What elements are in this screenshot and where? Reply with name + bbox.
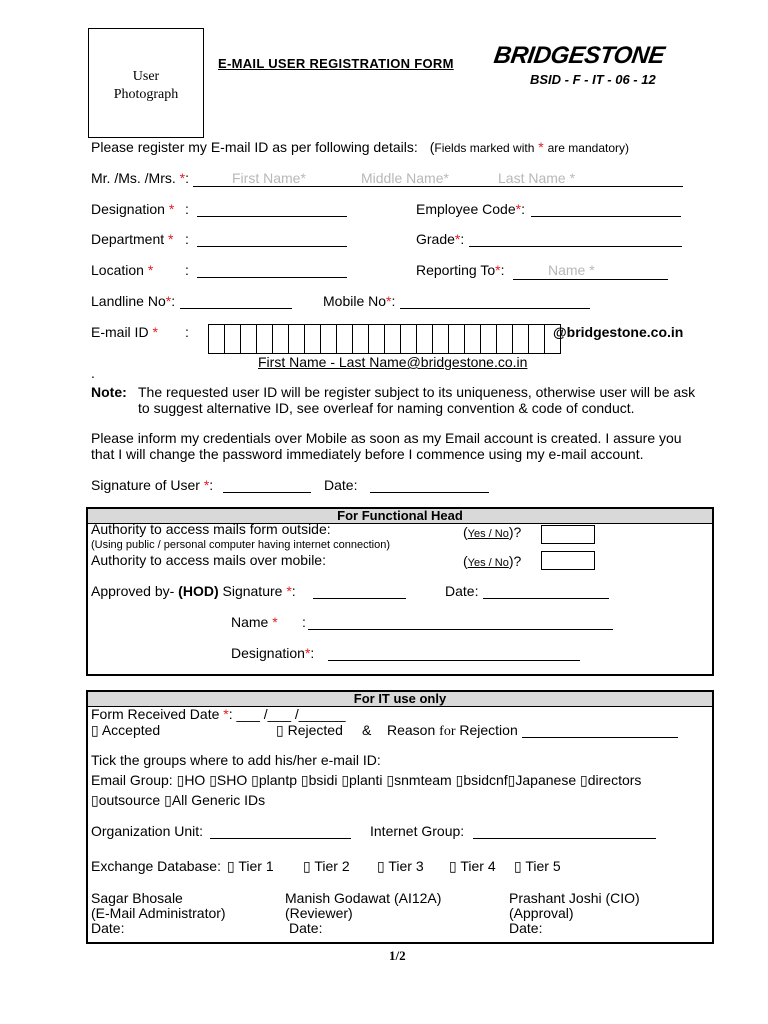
note-label: Note: xyxy=(91,384,127,400)
department-field[interactable] xyxy=(197,246,347,247)
rejection-reason-field[interactable] xyxy=(522,737,678,738)
bridgestone-logo: BRIDGESTONE xyxy=(492,42,667,69)
reporting-to-field[interactable] xyxy=(513,279,668,280)
email-char-box[interactable] xyxy=(368,324,385,354)
email-format-hint: First Name - Last Name@bridgestone.co.in xyxy=(258,354,528,370)
email-char-box[interactable] xyxy=(352,324,369,354)
hod-designation-field[interactable] xyxy=(328,660,580,661)
access-outside-note: (Using public / personal computer having internet connection) xyxy=(91,539,390,551)
hod-date-label: Date: xyxy=(445,583,479,599)
mobile-field[interactable] xyxy=(400,308,590,309)
employee-code-label: Employee Code*: xyxy=(416,201,525,217)
email-char-box[interactable] xyxy=(288,324,305,354)
designation-label: Designation * xyxy=(91,201,175,217)
tier-1-option[interactable]: ▯ Tier 1 xyxy=(227,858,274,874)
note-dot: . xyxy=(91,365,95,381)
user-signature-date-label: Date: xyxy=(324,477,358,493)
location-colon: : xyxy=(185,262,189,278)
group-checkbox-generic[interactable]: ▯All Generic IDs xyxy=(164,792,266,808)
signatory-cio: Prashant Joshi (CIO) (Approval) Date: xyxy=(509,890,640,936)
designation-colon: : xyxy=(185,201,189,217)
form-title: E-MAIL USER REGISTRATION FORM xyxy=(218,56,454,71)
email-char-box[interactable] xyxy=(320,324,337,354)
group-checkbox-snmteam[interactable]: ▯snmteam xyxy=(386,772,452,788)
email-char-box[interactable] xyxy=(448,324,465,354)
email-groups-line2 xyxy=(91,792,265,809)
page-number: 1/2 xyxy=(389,948,406,963)
hod-name-field[interactable] xyxy=(308,629,613,630)
hod-designation-label: Designation*: xyxy=(231,645,315,661)
email-domain: @bridgestone.co.in xyxy=(553,324,684,340)
user-signature-date-field[interactable] xyxy=(370,492,489,493)
group-checkbox-directors[interactable]: ▯directors xyxy=(580,772,642,788)
middle-name-placeholder: Middle Name* xyxy=(361,170,449,186)
location-label: Location * xyxy=(91,262,154,278)
rejected-option[interactable]: ▯ Rejected xyxy=(276,722,343,738)
rejection-reason-label: Reason for Rejection xyxy=(387,722,518,739)
access-outside-answer-box[interactable] xyxy=(541,525,595,544)
department-label: Department * xyxy=(91,231,174,247)
designation-field[interactable] xyxy=(197,216,347,217)
functional-head-title: For Functional Head xyxy=(88,509,712,524)
intro-text: Please register my E-mail ID as per following details: (Fields marked with * are mandatory) xyxy=(91,139,629,155)
email-char-box[interactable] xyxy=(480,324,497,354)
signatory-admin: Sagar Bhosale (E-Mail Administrator) Date: xyxy=(91,890,226,936)
email-char-box[interactable] xyxy=(240,324,257,354)
email-id-character-boxes[interactable] xyxy=(208,324,560,354)
group-checkbox-outsource[interactable]: ▯outsource xyxy=(91,792,161,808)
email-char-box[interactable] xyxy=(464,324,481,354)
it-use-title: For IT use only xyxy=(88,692,712,707)
signatory-reviewer: Manish Godawat (AI12A) (Reviewer) Date: xyxy=(285,890,442,936)
landline-field[interactable] xyxy=(180,308,292,309)
photo-label-line2: Photograph xyxy=(113,87,179,102)
group-checkbox-planti[interactable]: ▯planti xyxy=(341,772,383,788)
full-name-field[interactable] xyxy=(193,186,683,187)
group-checkbox-bsidi[interactable]: ▯bsidi xyxy=(300,772,338,788)
first-name-placeholder: First Name* xyxy=(232,170,306,186)
reporting-name-placeholder: Name * xyxy=(548,262,595,278)
landline-label: Landline No*: xyxy=(91,293,176,309)
inform-line1: Please inform my credentials over Mobile as soon as my Email account is created. I assure you xyxy=(91,430,682,446)
access-mobile-yes-no: (Yes / No)? xyxy=(463,553,522,569)
tier-3-option[interactable]: ▯ Tier 3 xyxy=(377,858,424,874)
accepted-checkbox[interactable]: ▯ xyxy=(91,722,99,738)
accepted-option[interactable]: ▯ Accepted xyxy=(91,722,161,738)
email-groups-line1: Email Group: ▯HO ▯SHO ▯plantp ▯bsidi ▯planti ▯snmteam ▯bsidcnf▯Japanese ▯directors xyxy=(91,772,642,788)
note-line1: The requested user ID will be register subject to its uniqueness, otherwise user will be ask xyxy=(138,384,696,400)
location-field[interactable] xyxy=(197,277,347,278)
access-mobile-label: Authority to access mails over mobile: xyxy=(91,552,326,568)
rejected-checkbox[interactable]: ▯ xyxy=(276,722,284,738)
email-char-box[interactable] xyxy=(304,324,321,354)
access-outside-label: Authority to access mails form outside: xyxy=(91,521,331,537)
employee-code-field[interactable] xyxy=(531,216,681,217)
hod-signature-field[interactable] xyxy=(313,598,406,599)
email-id-label: E-mail ID * xyxy=(91,324,158,340)
email-char-box[interactable] xyxy=(416,324,433,354)
group-checkbox-sho[interactable]: ▯SHO xyxy=(209,772,248,788)
user-photograph-box[interactable] xyxy=(88,28,204,138)
email-char-box[interactable] xyxy=(272,324,289,354)
email-char-box[interactable] xyxy=(384,324,401,354)
hod-date-field[interactable] xyxy=(483,598,609,599)
email-char-box[interactable] xyxy=(400,324,417,354)
org-unit-label: Organization Unit: xyxy=(91,823,204,839)
email-char-box[interactable] xyxy=(336,324,353,354)
email-colon: : xyxy=(185,324,189,340)
email-char-box[interactable] xyxy=(512,324,529,354)
hod-name-colon: : xyxy=(302,614,306,630)
grade-field[interactable] xyxy=(469,246,682,247)
group-checkbox-plantp[interactable]: ▯plantp xyxy=(251,772,298,788)
name-label: Mr. /Ms. /Mrs. *: xyxy=(91,170,189,186)
email-char-box[interactable] xyxy=(528,324,545,354)
email-char-box[interactable] xyxy=(256,324,273,354)
group-checkbox-ho[interactable]: ▯HO xyxy=(176,772,206,788)
email-char-box[interactable] xyxy=(496,324,513,354)
org-unit-field[interactable] xyxy=(210,838,351,839)
tier-2-option[interactable]: ▯ Tier 2 xyxy=(303,858,350,874)
amp-symbol: & xyxy=(362,722,372,738)
photo-label-line1: User xyxy=(132,69,160,84)
user-signature-label: Signature of User *: xyxy=(91,477,214,493)
exchange-db-label: Exchange Database: xyxy=(91,858,221,874)
tier-5-option[interactable]: ▯ Tier 5 xyxy=(514,858,561,874)
grade-label: Grade*: xyxy=(416,231,465,247)
tick-groups-instruction: Tick the groups where to add his/her e-mail ID: xyxy=(91,752,381,768)
tier-4-option[interactable]: ▯ Tier 4 xyxy=(449,858,496,874)
form-code: BSID - F - IT - 06 - 12 xyxy=(530,72,656,87)
email-char-box[interactable] xyxy=(208,324,225,354)
email-char-box[interactable] xyxy=(224,324,241,354)
internet-group-field[interactable] xyxy=(473,838,656,839)
inform-line2: that I will change the password immediately before I commence using my e-mail account. xyxy=(91,446,644,462)
user-signature-field[interactable] xyxy=(223,492,311,493)
reporting-to-label: Reporting To*: xyxy=(416,262,505,278)
department-colon: : xyxy=(185,231,189,247)
access-mobile-answer-box[interactable] xyxy=(541,551,595,570)
internet-group-label: Internet Group: xyxy=(370,823,465,839)
mobile-label: Mobile No*: xyxy=(323,293,396,309)
form-received-date: Form Received Date *: ___ /___ /______ xyxy=(91,706,346,722)
group-checkbox-japanese[interactable]: ▯Japanese xyxy=(507,772,577,788)
hod-name-label: Name * xyxy=(231,614,278,630)
group-checkbox-bsidcnf[interactable]: ▯bsidcnf xyxy=(455,772,508,788)
hod-approval-label: Approved by- (HOD) Signature *: xyxy=(91,583,296,599)
access-outside-yes-no: (Yes / No)? xyxy=(463,524,522,540)
last-name-placeholder: Last Name * xyxy=(498,170,576,186)
note-line2: to suggest alternative ID, see overleaf for naming convention & code of conduct. xyxy=(138,400,635,416)
email-char-box[interactable] xyxy=(432,324,449,354)
